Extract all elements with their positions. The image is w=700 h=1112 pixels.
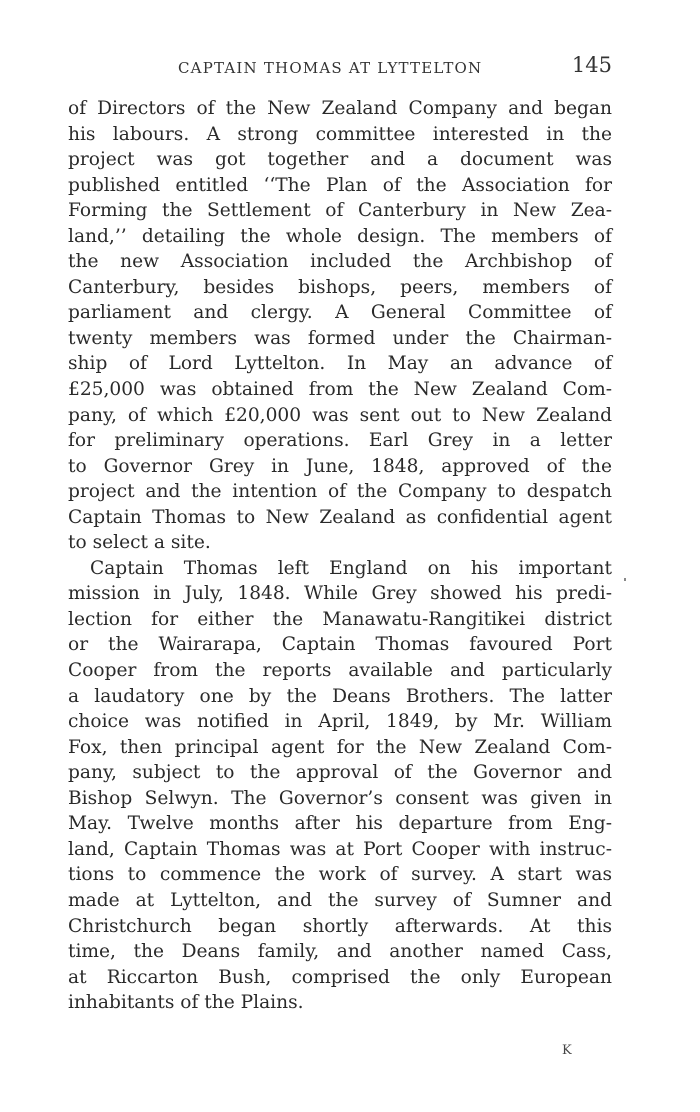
text-line: a laudatory one by the Deans Brothers. The latter <box>68 685 612 707</box>
text-line: or the Wairarapa, Captain Thomas favoured Port <box>68 634 612 656</box>
body-text <box>68 96 612 1016</box>
text-line: pany, subject to the approval of the Governor and <box>68 762 612 784</box>
text-line: mission in July, 1848. While Grey showed his predi- <box>68 583 612 605</box>
text-line: parliament and clergy. A General Committee of <box>68 302 612 324</box>
text-line: Fox, then principal agent for the New Zealand Com- <box>68 736 612 758</box>
text-line: lection for either the Manawatu-Rangitikei district <box>68 608 612 630</box>
text-line: Canterbury, besides bishops, peers, members of <box>68 276 612 298</box>
paragraph-end-line: to select a site. <box>68 532 211 554</box>
text-line: project and the intention of the Company to despatch <box>68 481 612 503</box>
text-line: pany, of which £20,000 was sent out to New Zealand <box>68 404 612 426</box>
text-line: land,’’ detailing the whole design. The members of <box>68 225 612 247</box>
text-line: for preliminary operations. Earl Grey in a letter <box>68 430 612 452</box>
signature-mark: K <box>562 1043 572 1058</box>
text-line: Christchurch began shortly afterwards. At this <box>68 915 612 937</box>
text-line: his labours. A strong committee interested in the <box>68 123 612 145</box>
text-line: Forming the Settlement of Canterbury in New Zea- <box>68 200 612 222</box>
text-line: £25,000 was obtained from the New Zealand Com- <box>68 379 612 401</box>
text-line: of Directors of the New Zealand Company and began <box>68 98 612 119</box>
text-line: the new Association included the Archbishop of <box>68 251 612 273</box>
text-line: ship of Lord Lyttelton. In May an advance of <box>68 353 612 375</box>
text-line: Captain Thomas to New Zealand as confidential agent <box>68 506 612 528</box>
text-line: at Riccarton Bush, comprised the only European <box>68 966 612 988</box>
paragraph-end-line: inhabitants of the Plains. <box>68 992 304 1014</box>
text-line: time, the Deans family, and another named Cass, <box>68 941 612 963</box>
text-line: twenty members was formed under the Chairman- <box>68 327 612 349</box>
paragraph-start-line: Captain Thomas left England on his important <box>90 557 612 579</box>
page-number: 145 <box>571 53 612 77</box>
text-line: published entitled ‘‘The Plan of the Association for <box>68 174 612 196</box>
text-line: project was got together and a document was <box>68 149 612 171</box>
running-head <box>68 53 612 83</box>
print-speck <box>624 578 626 581</box>
text-line: made at Lyttelton, and the survey of Sumner and <box>68 889 612 911</box>
text-line: Cooper from the reports available and particularly <box>68 660 612 682</box>
text-line: May. Twelve months after his departure from Eng- <box>68 813 612 835</box>
running-title: CAPTAIN THOMAS AT LYTTELTON <box>178 59 483 77</box>
text-line: choice was notified in April, 1849, by Mr. William <box>68 711 612 733</box>
text-line: tions to commence the work of survey. A start was <box>68 864 612 886</box>
text-line: Bishop Selwyn. The Governor’s consent was given in <box>68 787 612 809</box>
text-line: land, Captain Thomas was at Port Cooper with instruc- <box>68 838 612 860</box>
text-line: to Governor Grey in June, 1848, approved of the <box>68 455 612 477</box>
